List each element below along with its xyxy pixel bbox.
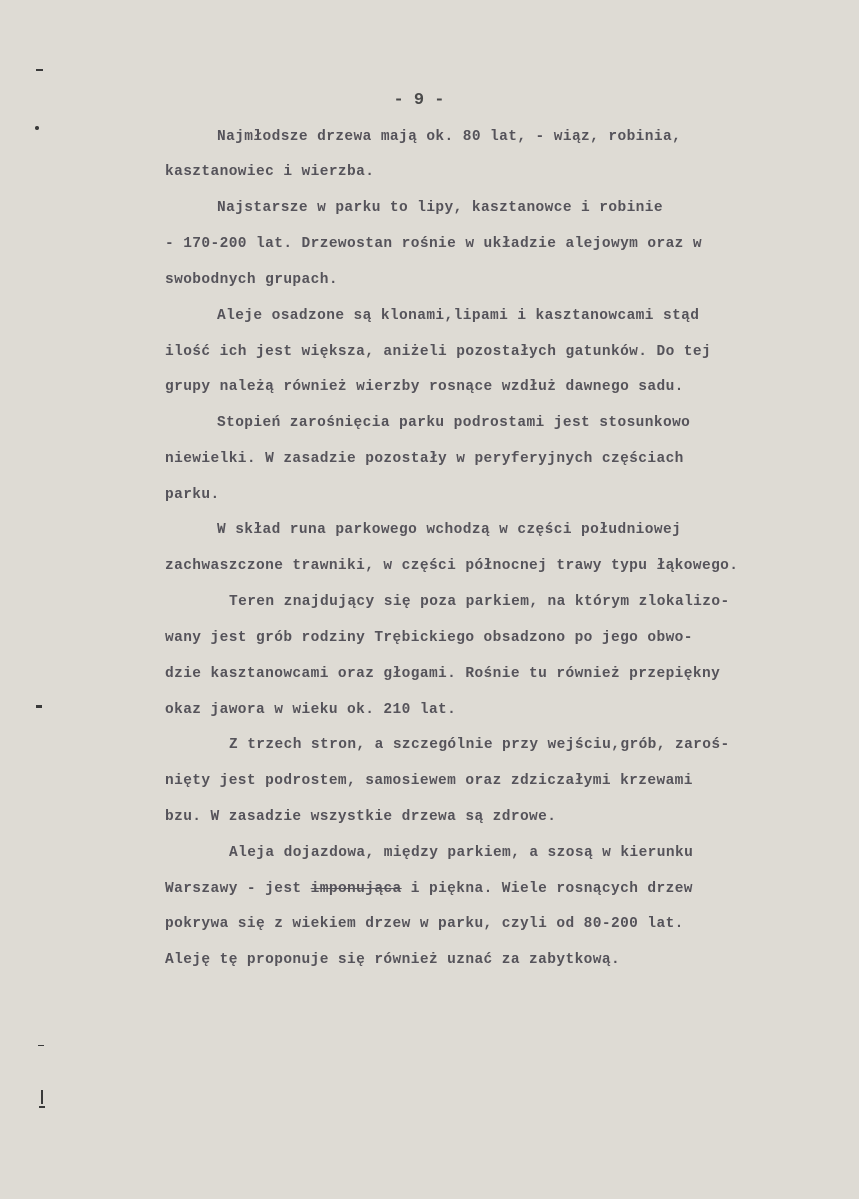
text-line: ilość ich jest większa, aniżeli pozostałych gatunków. Do tej [165,344,712,360]
text-line: Aleja dojazdowa, między parkiem, a szosą w kierunku [229,845,694,861]
text-line: Z trzech stron, a szczególnie przy wejściu,grób, zaroś- [229,737,730,753]
punch-hole-mark [35,126,39,130]
text-line: Najmłodsze drzewa mają ok. 80 lat, - wiąz, robinia, [217,129,682,145]
struck-out-word: imponująca [310,881,402,897]
text-line: Teren znajdujący się poza parkiem, na którym zlokalizo- [229,594,730,610]
text-line: wany jest grób rodziny Trębickiego obsadzono po jego obwo- [165,630,693,646]
text-line: grupy należą również wierzby rosnące wzdłuż dawnego sadu. [165,379,684,395]
text-line: - 170-200 lat. Drzewostan rośnie w układzie alejowym oraz w [165,236,702,252]
text-segment: Warszawy - jest [165,881,302,897]
text-line: dzie kasztanowcami oraz głogami. Rośnie tu również przepiękny [165,666,721,682]
page-number: - 9 - [393,91,445,110]
margin-mark [41,1090,43,1104]
text-line: kasztanowiec i wierzba. [165,164,375,180]
text-segment: i piękna. Wiele rosnących drzew [410,881,693,897]
text-line: W skład runa parkowego wchodzą w części południowej [217,522,682,538]
text-line: Stopień zarośnięcia parku podrostami jest stosunkowo [217,415,691,431]
margin-mark [39,1106,45,1108]
text-line: Najstarsze w parku to lipy, kasztanowce i robinie [217,200,663,216]
text-line [165,879,693,899]
margin-mark [38,1045,44,1046]
text-line: okaz jawora w wieku ok. 210 lat. [165,702,457,718]
text-line: bzu. W zasadzie wszystkie drzewa są zdrowe. [165,809,557,825]
text-line: nięty jest podrostem, samosiewem oraz zdziczałymi krzewami [165,773,693,789]
text-line: Aleję tę proponuje się również uznać za zabytkową. [165,952,621,968]
margin-mark [36,705,42,708]
text-line: pokrywa się z wiekiem drzew w parku, czyli od 80-200 lat. [165,916,684,932]
text-line: parku. [165,487,220,503]
text-line: Aleje osadzone są klonami,lipami i kasztanowcami stąd [217,308,700,324]
margin-mark [36,69,43,71]
text-line: zachwaszczone trawniki, w części północnej trawy typu łąkowego. [165,558,739,574]
text-line: niewielki. W zasadzie pozostały w peryferyjnych częściach [165,451,684,467]
text-line: swobodnych grupach. [165,272,338,288]
